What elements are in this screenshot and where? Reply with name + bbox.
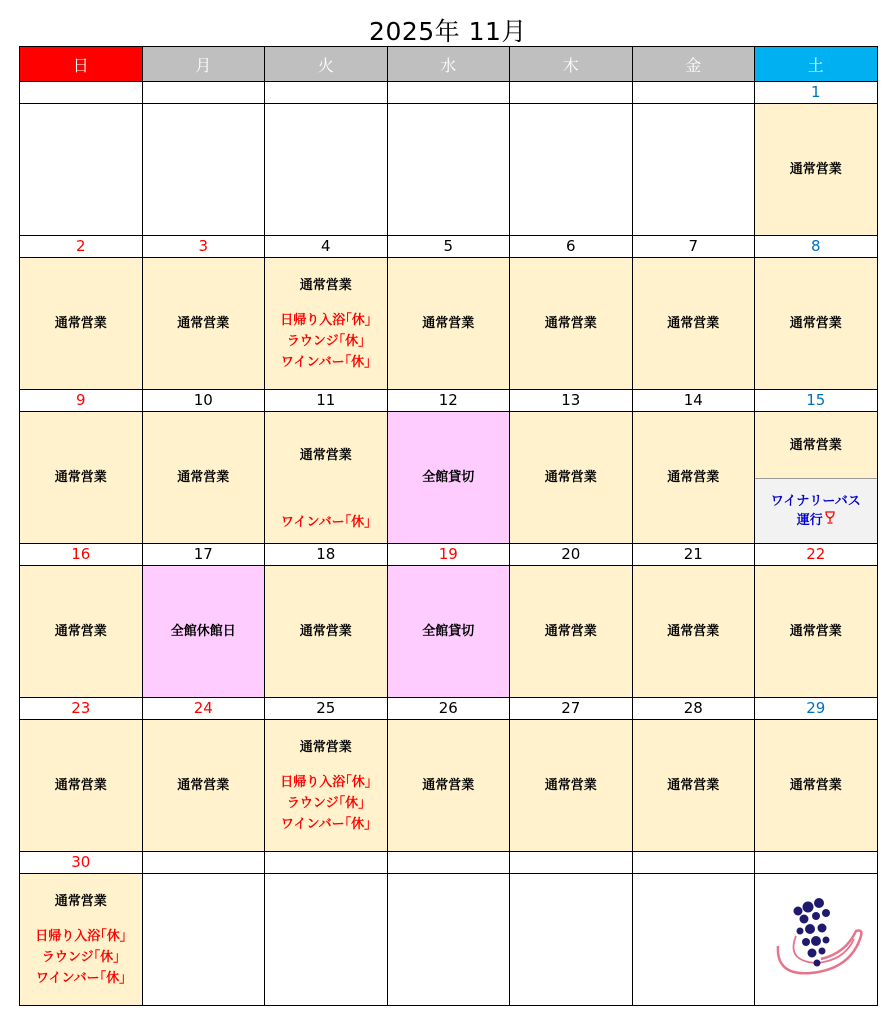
day-number-row <box>20 852 878 874</box>
day-number: 10 <box>142 390 265 412</box>
day-cell <box>510 874 633 1006</box>
day-cell <box>142 720 265 852</box>
day-number <box>755 852 878 874</box>
day-cell <box>265 874 388 1006</box>
wine-glass-icon <box>825 511 835 530</box>
day-number <box>265 82 388 104</box>
winebar-closed-note: ワインバー｢休｣ <box>35 970 126 986</box>
bath-closed-note: 日帰り入浴｢休｣ <box>280 312 372 328</box>
day-number-row <box>20 390 878 412</box>
day-number-row <box>20 82 878 104</box>
day-number: 21 <box>632 544 755 566</box>
status-open: 通常営業 <box>54 624 107 639</box>
day-number: 15 <box>755 390 878 412</box>
status-open: 通常営業 <box>667 470 720 485</box>
weekday-fri: 金 <box>632 47 755 82</box>
day-cell <box>387 566 510 698</box>
day-number <box>387 852 510 874</box>
day-number: 29 <box>755 698 878 720</box>
day-number: 26 <box>387 698 510 720</box>
day-number: 19 <box>387 544 510 566</box>
status-open: 通常営業 <box>667 778 720 793</box>
status-open: 通常営業 <box>544 778 597 793</box>
day-number: 17 <box>142 544 265 566</box>
day-cell <box>632 104 755 236</box>
day-cell <box>142 104 265 236</box>
winery-bus-line1: ワイナリーバス <box>770 494 861 509</box>
status-open: 通常営業 <box>667 316 720 331</box>
status-open: 通常営業 <box>54 893 107 909</box>
day-number: 23 <box>20 698 143 720</box>
day-cell <box>510 566 633 698</box>
status-open: 通常営業 <box>544 316 597 331</box>
status-open: 通常営業 <box>299 447 352 463</box>
day-number <box>387 82 510 104</box>
day-number: 30 <box>20 852 143 874</box>
day-cell <box>20 566 143 698</box>
weekday-thu: 木 <box>510 47 633 82</box>
day-number-row <box>20 236 878 258</box>
day-number: 9 <box>20 390 143 412</box>
day-number: 8 <box>755 236 878 258</box>
day-number: 14 <box>632 390 755 412</box>
day-cell <box>20 874 143 1006</box>
day-number: 4 <box>265 236 388 258</box>
status-open: 通常営業 <box>422 778 475 793</box>
day-number: 1 <box>755 82 878 104</box>
status-open: 通常営業 <box>422 316 475 331</box>
day-status-row <box>20 412 878 544</box>
day-cell <box>632 566 755 698</box>
status-open: 通常営業 <box>544 624 597 639</box>
weekday-header-row <box>20 47 878 82</box>
day-cell <box>387 412 510 544</box>
day-number-row <box>20 544 878 566</box>
day-cell <box>20 720 143 852</box>
day-number: 20 <box>510 544 633 566</box>
status-open: 通常営業 <box>789 316 842 331</box>
status-private: 全館貸切 <box>422 624 475 639</box>
bath-closed-note: 日帰り入浴｢休｣ <box>35 928 127 944</box>
day-number: 5 <box>387 236 510 258</box>
status-open: 通常営業 <box>177 316 230 331</box>
day-cell <box>20 258 143 390</box>
day-cell <box>142 258 265 390</box>
day-number: 7 <box>632 236 755 258</box>
day-number: 24 <box>142 698 265 720</box>
day-cell <box>510 258 633 390</box>
day-number: 16 <box>20 544 143 566</box>
weekday-mon: 月 <box>142 47 265 82</box>
day-cell <box>265 412 388 544</box>
day-cell <box>265 720 388 852</box>
winery-bus-line2: 運行 <box>796 513 823 528</box>
status-open: 通常営業 <box>789 162 842 177</box>
winebar-closed-note: ワインバー｢休｣ <box>280 354 371 370</box>
day-number: 12 <box>387 390 510 412</box>
day-cell <box>387 720 510 852</box>
status-open: 通常営業 <box>299 624 352 639</box>
status-open: 通常営業 <box>54 316 107 331</box>
weekday-sat: 土 <box>755 47 878 82</box>
day-status-row <box>20 258 878 390</box>
status-open: 通常営業 <box>789 624 842 639</box>
day-number-row <box>20 698 878 720</box>
day-number: 27 <box>510 698 633 720</box>
weekday-tue: 火 <box>265 47 388 82</box>
calendar-table <box>19 46 878 1006</box>
status-open: 通常営業 <box>299 277 352 293</box>
day-number <box>510 852 633 874</box>
day-number <box>142 852 265 874</box>
day-number <box>142 82 265 104</box>
status-private: 全館貸切 <box>422 470 475 485</box>
status-open: 通常営業 <box>544 470 597 485</box>
day-cell <box>510 104 633 236</box>
status-open: 通常営業 <box>54 470 107 485</box>
day-number: 11 <box>265 390 388 412</box>
day-cell <box>632 258 755 390</box>
day-number: 13 <box>510 390 633 412</box>
status-open: 通常営業 <box>667 624 720 639</box>
lounge-closed-note: ラウンジ｢休｣ <box>286 795 365 811</box>
day-cell <box>755 566 878 698</box>
day-cell <box>387 104 510 236</box>
status-open: 通常営業 <box>789 778 842 793</box>
day-number <box>632 82 755 104</box>
status-open: 通常営業 <box>789 437 842 453</box>
day-cell <box>755 104 878 236</box>
status-open: 通常営業 <box>299 739 352 755</box>
status-open: 通常営業 <box>54 778 107 793</box>
day-cell <box>20 104 143 236</box>
day-number <box>20 82 143 104</box>
day-cell <box>20 412 143 544</box>
day-number <box>632 852 755 874</box>
status-open: 通常営業 <box>177 470 230 485</box>
day-cell <box>632 412 755 544</box>
day-cell <box>755 258 878 390</box>
day-status-row <box>20 104 878 236</box>
day-cell <box>387 874 510 1006</box>
day-cell <box>510 720 633 852</box>
status-closed: 全館休館日 <box>170 624 236 639</box>
page-title: 2025年 11月 <box>369 17 527 46</box>
winebar-closed-note: ワインバー｢休｣ <box>280 816 371 832</box>
day-cell <box>265 258 388 390</box>
day-number: 25 <box>265 698 388 720</box>
day-number: 28 <box>632 698 755 720</box>
day-cell <box>632 874 755 1006</box>
bath-closed-note: 日帰り入浴｢休｣ <box>280 774 372 790</box>
day-cell <box>142 412 265 544</box>
day-cell <box>265 566 388 698</box>
winebar-closed-note: ワインバー｢休｣ <box>280 514 371 530</box>
day-cell <box>510 412 633 544</box>
day-cell <box>755 412 878 544</box>
day-status-row <box>20 566 878 698</box>
day-cell <box>142 566 265 698</box>
day-number: 22 <box>755 544 878 566</box>
day-number <box>265 852 388 874</box>
day-cell <box>265 104 388 236</box>
day-cell <box>387 258 510 390</box>
lounge-closed-note: ラウンジ｢休｣ <box>286 333 365 349</box>
lounge-closed-note: ラウンジ｢休｣ <box>41 949 120 965</box>
weekday-sun: 日 <box>20 47 143 82</box>
day-cell <box>632 720 755 852</box>
day-cell <box>142 874 265 1006</box>
day-number: 6 <box>510 236 633 258</box>
day-cell <box>755 720 878 852</box>
grape-logo-icon <box>766 891 866 981</box>
day-status-row <box>20 874 878 1006</box>
status-open: 通常営業 <box>177 778 230 793</box>
day-number: 18 <box>265 544 388 566</box>
day-number <box>510 82 633 104</box>
day-number: 2 <box>20 236 143 258</box>
day-cell <box>755 874 878 1006</box>
day-status-row <box>20 720 878 852</box>
weekday-wed: 水 <box>387 47 510 82</box>
day-number: 3 <box>142 236 265 258</box>
